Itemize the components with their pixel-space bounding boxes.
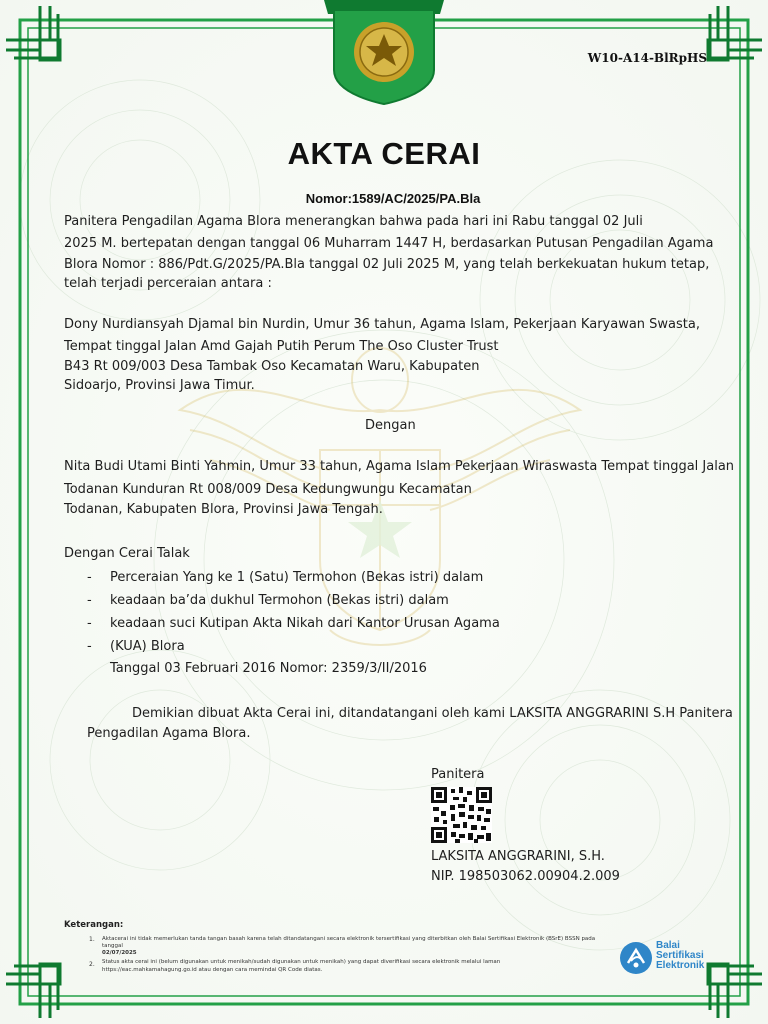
document-code: W10-A14-BlRpHS bbox=[587, 51, 707, 65]
divorce-type: Dengan Cerai Talak bbox=[64, 546, 190, 561]
party1-line: B43 Rt 009/003 Desa Tambak Oso Kecamatan Waru, Kabupaten bbox=[64, 359, 480, 374]
party2-line: Nita Budi Utami Binti Yahmin, Umur 33 tahun, Agama Islam Pekerjaan Wiraswasta Tempat tinggal Jalan bbox=[64, 459, 735, 474]
signatory-nip: NIP. 198503062.00904.2.009 bbox=[431, 869, 620, 884]
party1-line: Dony Nurdiansyah Djamal bin Nurdin, Umur 36 tahun, Agama Islam, Pekerjaan Karyawan Swasta, bbox=[64, 317, 700, 332]
closing-line: Demikian dibuat Akta Cerai ini, ditandatangani oleh kami LAKSITA ANGGRARINI S.H Panitera bbox=[132, 706, 733, 721]
note-line: Aktacerai ini tidak memerlukan tanda tangan basah karena telah ditandatangani secara elektronik tersertifikasi yang diterbitkan oleh Balai Sertifikasi Elektronik (BSrE) BSSN pada bbox=[102, 936, 596, 942]
bullet-item: keadaan ba’da dukhul Termohon (Bekas istri) dalam bbox=[110, 593, 449, 608]
signature-role: Panitera bbox=[431, 767, 485, 782]
note-line: tanggal bbox=[102, 943, 123, 949]
note-number: 2. bbox=[89, 961, 95, 968]
bullet-dash: - bbox=[87, 639, 92, 654]
bullet-dash: - bbox=[87, 570, 92, 585]
connector-text: Dengan bbox=[365, 418, 416, 433]
intro-line: Panitera Pengadilan Agama Blora menerangkan bahwa pada hari ini Rabu tanggal 02 Juli bbox=[64, 214, 643, 229]
closing-line: Pengadilan Agama Blora. bbox=[87, 726, 251, 741]
bsre-logo-text: Balai Sertifikasi Elektronik bbox=[656, 940, 705, 971]
qr-code[interactable] bbox=[431, 787, 492, 843]
bullet-dash: - bbox=[87, 593, 92, 608]
bsre-logo-icon bbox=[619, 941, 653, 975]
bullet-tail: Tanggal 03 Februari 2016 Nomor: 2359/3/II/2016 bbox=[110, 661, 427, 676]
party1-line: Sidoarjo, Provinsi Jawa Timur. bbox=[64, 378, 255, 393]
note-line: Status akta cerai ini (belum digunakan untuk menikah/sudah digunakan untuk menikah) yang dapat diverifikasi secara elektronik melalui laman bbox=[102, 959, 501, 965]
court-logo-badge bbox=[322, 0, 446, 106]
party2-line: Todanan, Kabupaten Blora, Provinsi Jawa Tengah. bbox=[64, 502, 383, 517]
notes-heading: Keterangan: bbox=[64, 920, 124, 930]
bullet-item: Perceraian Yang ke 1 (Satu) Termohon (Bekas istri) dalam bbox=[110, 570, 484, 585]
note-link-line[interactable]: https://eac.mahkamahagung.go.id atau dengan cara memindai QR Code diatas. bbox=[102, 967, 323, 973]
bullet-item: keadaan suci Kutipan Akta Nikah dari Kantor Urusan Agama bbox=[110, 616, 500, 631]
party1-line: Tempat tinggal Jalan Amd Gajah Putih Perum The Oso Cluster Trust bbox=[64, 339, 499, 354]
party2-line: Todanan Kunduran Rt 008/009 Desa Kedungwungu Kecamatan bbox=[64, 482, 472, 497]
intro-line: telah terjadi perceraian antara : bbox=[64, 276, 272, 291]
page-title: AKTA CERAI bbox=[287, 136, 481, 171]
intro-line: 2025 M. bertepatan dengan tanggal 06 Muharram 1447 H, berdasarkan Putusan Pengadilan Agama bbox=[64, 236, 714, 251]
intro-line: Blora Nomor : 886/Pdt.G/2025/PA.Bla tanggal 02 Juli 2025 M, yang telah berkekuatan hukum tetap, bbox=[64, 257, 710, 272]
signatory-name: LAKSITA ANGGRARINI, S.H. bbox=[431, 849, 605, 864]
bullet-item: (KUA) Blora bbox=[110, 639, 185, 654]
note-number: 1. bbox=[89, 936, 95, 943]
bullet-dash: - bbox=[87, 616, 92, 631]
document-number: Nomor:1589/AC/2025/PA.Bla bbox=[305, 191, 481, 206]
note-line: 02/07/2025 bbox=[102, 950, 137, 956]
